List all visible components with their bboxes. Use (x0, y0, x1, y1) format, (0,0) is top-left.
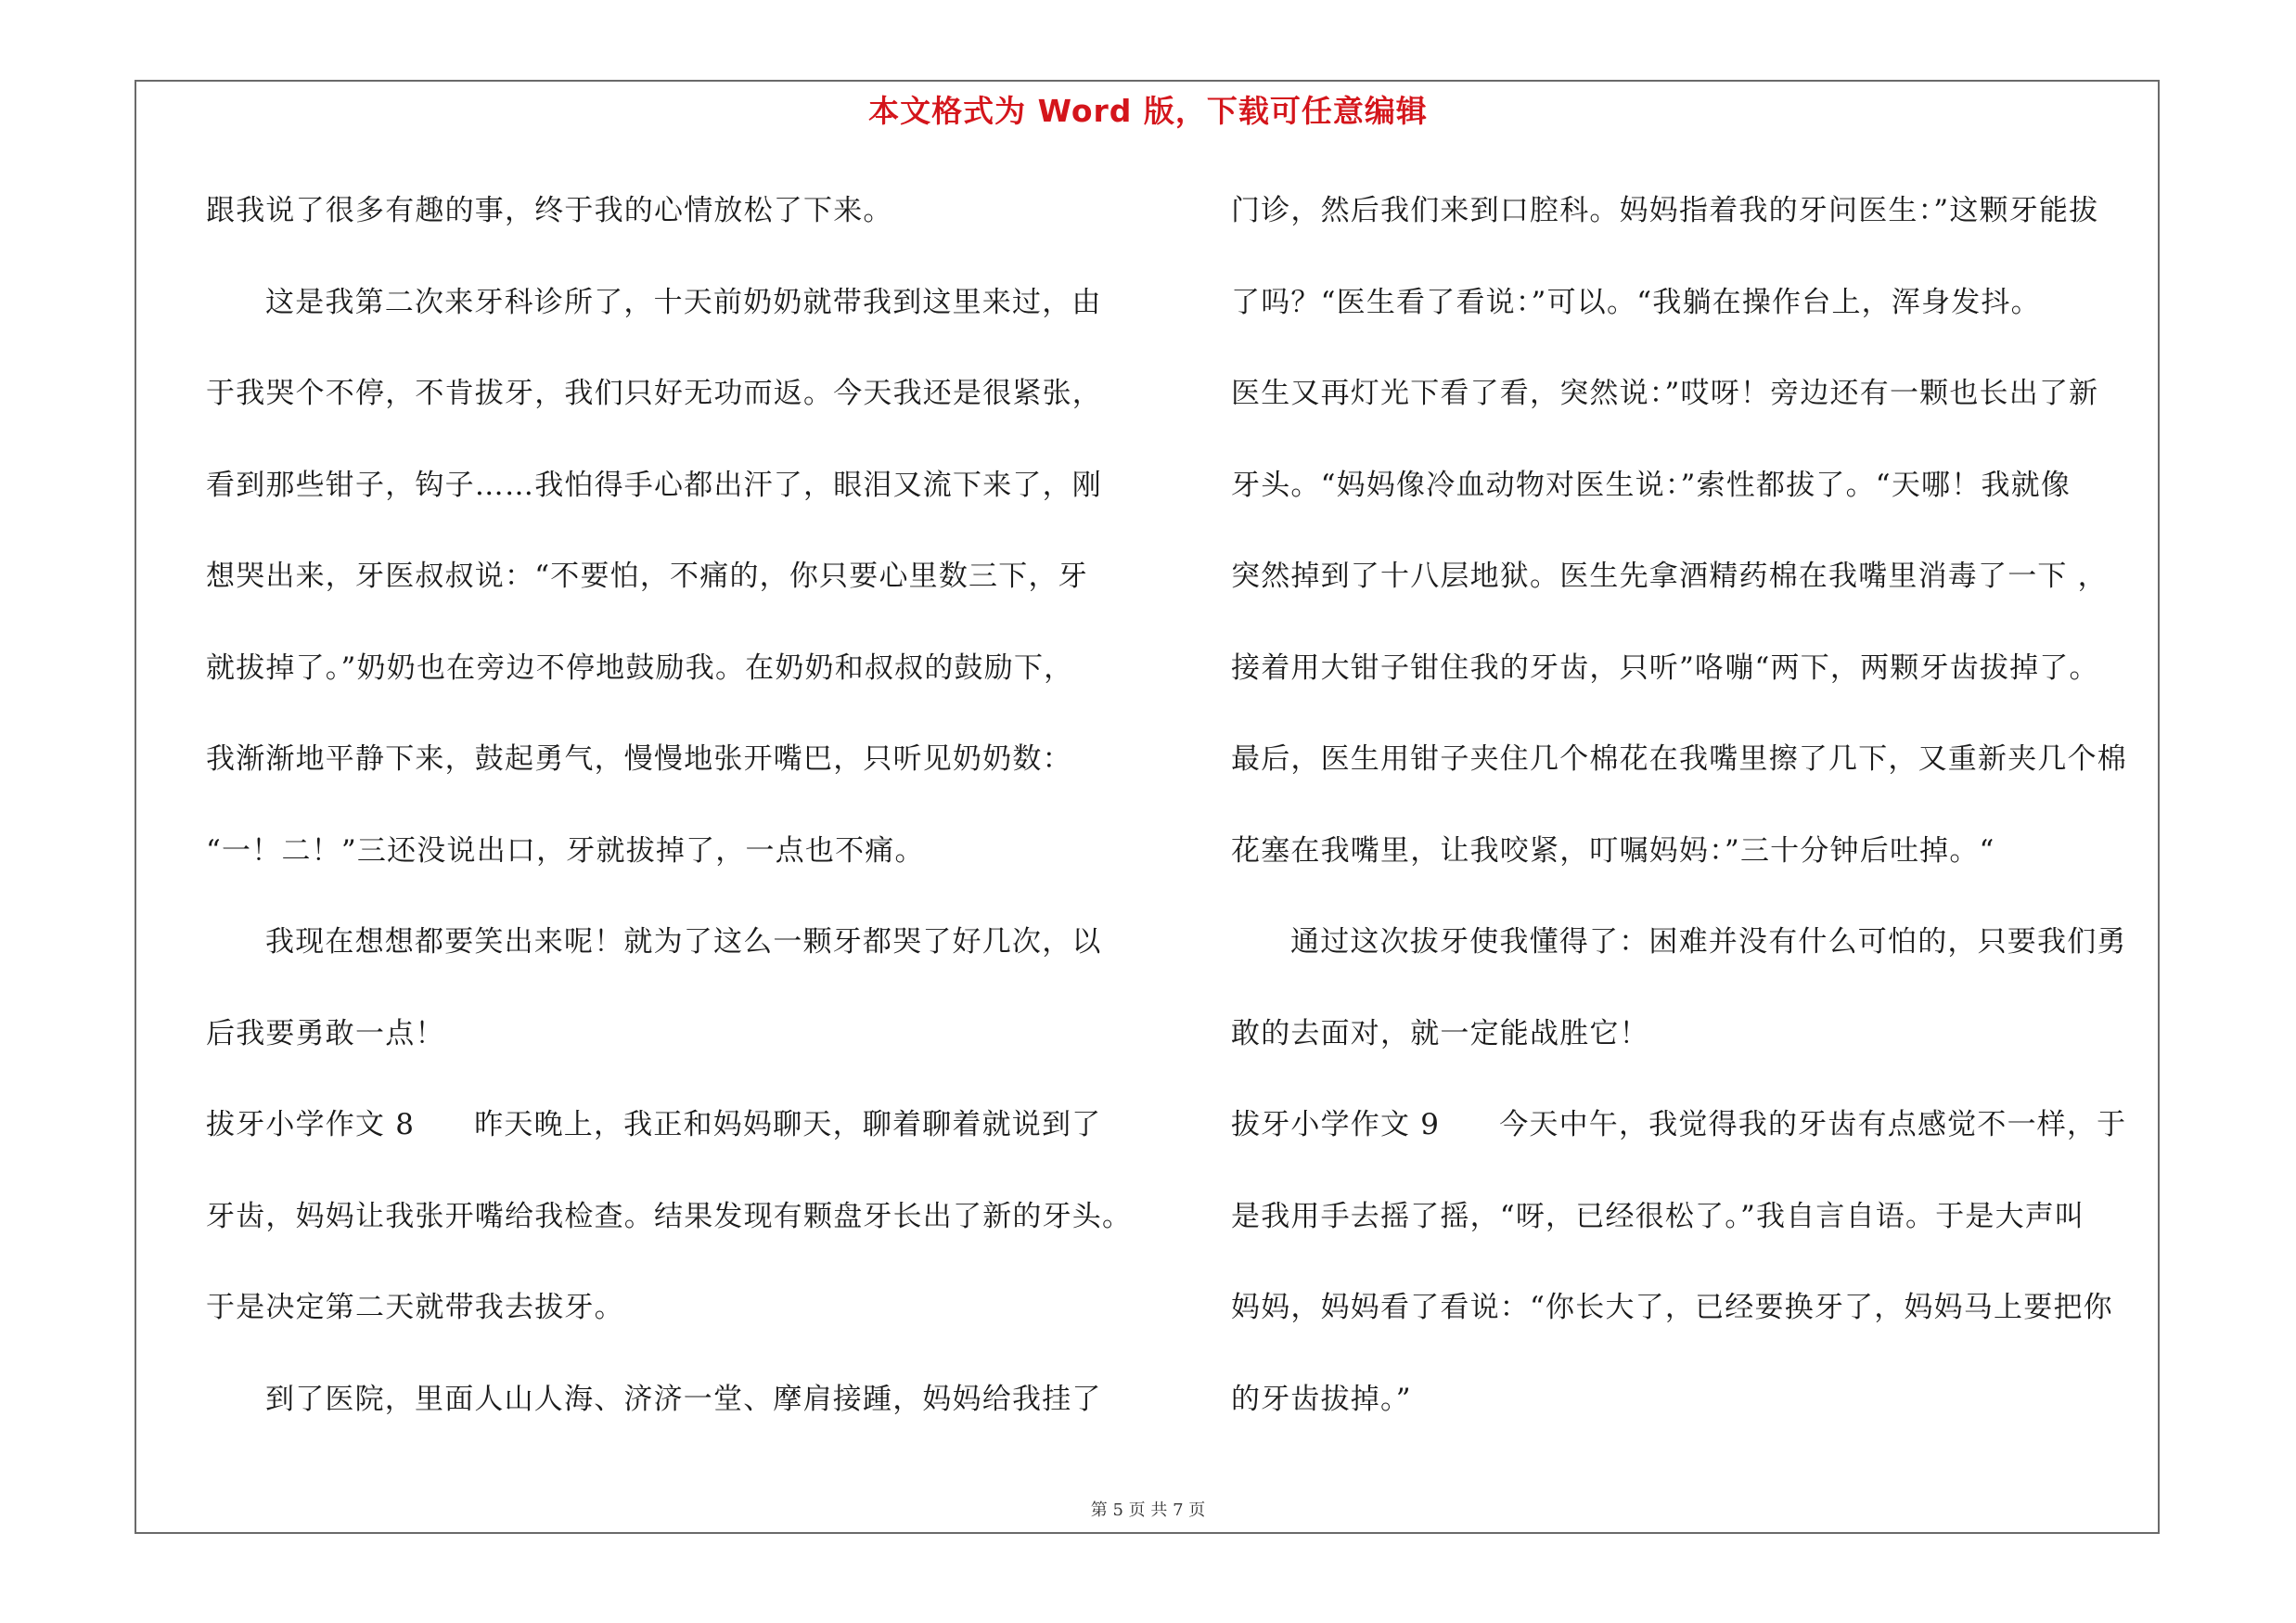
text-line: 门诊，然后我们来到口腔科。妈妈指着我的牙问医生：”这颗牙能拔 (1231, 194, 2099, 227)
text-line: 于是决定第二天就带我去拔牙。 (206, 1291, 624, 1324)
text-line: 敢的去面对，就一定能战胜它！ (1231, 1016, 1649, 1050)
text-line: “一！二！”三还没说出口，牙就拔掉了，一点也不痛。 (206, 833, 925, 868)
text-line: 花塞在我嘴里，让我咬紧，叮嘱妈妈：”三十分钟后吐掉。“ (1231, 833, 1995, 868)
format-notice-header: 本文格式为 Word 版，下载可任意编辑 (868, 93, 1428, 129)
text-line: 的牙齿拔掉。” (1231, 1382, 1412, 1416)
text-line: 接着用大钳子钳住我的牙齿，只听”咯嘣“两下，两颗牙齿拔掉了。 (1231, 650, 2099, 685)
text-line: 牙头。“妈妈像冷血动物对医生说：”索性都拔了。“天哪！我就像 (1231, 468, 2072, 502)
page-number-footer: 第 5 页 共 7 页 (1090, 1501, 1206, 1520)
text-line: 到了医院，里面人山人海、济济一堂、摩肩接踵，妈妈给我挂了 (265, 1382, 1102, 1416)
right-column (1231, 183, 2177, 1462)
text-line: 通过这次拔牙使我懂得了：困难并没有什么可怕的，只要我们勇 (1290, 925, 2127, 959)
essay-8-heading-line (206, 1097, 1143, 1189)
essay-title: 拔牙小学作文 9 (1231, 1108, 1441, 1141)
essay-text: 昨天晚上，我正和妈妈聊天，聊着聊着就说到了 (474, 1108, 1102, 1141)
essay-title: 拔牙小学作文 8 (206, 1108, 416, 1141)
essay-9-heading-line (1231, 1097, 2177, 1189)
text-line: 了吗？“医生看了看说：”可以。“我躺在操作台上，浑身发抖。 (1231, 285, 2041, 319)
essay-text: 今天中午，我觉得我的牙齿有点感觉不一样，于 (1499, 1108, 2127, 1141)
text-line: 看到那些钳子，钩子……我怕得手心都出汗了，眼泪又流下来了，刚 (206, 468, 1102, 502)
text-line: 想哭出来，牙医叔叔说：“不要怕，不痛的，你只要心里数三下，牙 (206, 560, 1088, 593)
text-line: 跟我说了很多有趣的事，终于我的心情放松了下来。 (206, 194, 893, 227)
text-line: 妈妈，妈妈看了看说：“你长大了，已经要换牙了，妈妈马上要把你 (1231, 1291, 2113, 1324)
left-column (206, 183, 1143, 1462)
text-line: 就拔掉了。”奶奶也在旁边不停地鼓励我。在奶奶和叔叔的鼓励下， (206, 650, 1074, 685)
text-line: 于我哭个不停，不肯拔牙，我们只好无功而返。今天我还是很紧张， (206, 377, 1102, 410)
text-line: 牙齿，妈妈让我张开嘴给我检查。结果发现有颗盘牙长出了新的牙头。 (206, 1199, 1133, 1233)
text-line: 最后，医生用钳子夹住几个棉花在我嘴里擦了几下，又重新夹几个棉 (1231, 742, 2127, 776)
text-line: 我现在想想都要笑出来呢！就为了这么一颗牙都哭了好几次，以 (265, 925, 1102, 959)
text-line: 这是我第二次来牙科诊所了，十天前奶奶就带我到这里来过，由 (265, 285, 1102, 319)
text-line: 是我用手去摇了摇，“呀，已经很松了。”我自言自语。于是大声叫 (1231, 1199, 2085, 1233)
text-line: 突然掉到了十八层地狱。医生先拿酒精药棉在我嘴里消毒了一下 ， (1231, 560, 2108, 593)
text-line: 后我要勇敢一点！ (206, 1016, 445, 1050)
text-line: 医生又再灯光下看了看，突然说：”哎呀！旁边还有一颗也长出了新 (1231, 377, 2099, 410)
text-line: 我渐渐地平静下来，鼓起勇气，慢慢地张开嘴巴，只听见奶奶数： (206, 742, 1072, 776)
